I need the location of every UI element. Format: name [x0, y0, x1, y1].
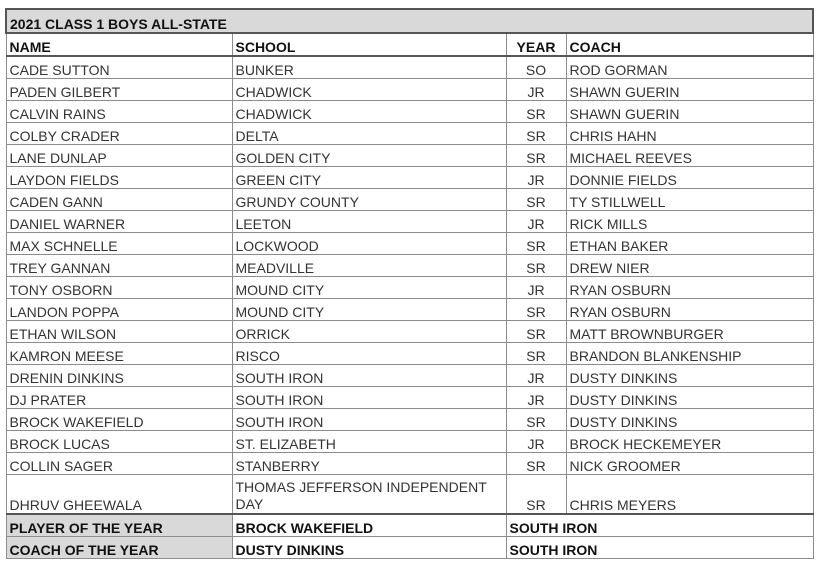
- table-row: [6, 189, 813, 211]
- table-row: [6, 475, 813, 515]
- coach-name: SHAWN GUERIN: [566, 79, 813, 101]
- player-name: TONY OSBORN: [6, 277, 232, 299]
- school-name: GRUNDY COUNTY: [232, 189, 506, 211]
- school-name: SOUTH IRON: [232, 365, 506, 387]
- school-name: GOLDEN CITY: [232, 145, 506, 167]
- all-state-table: [5, 8, 814, 559]
- player-year: SR: [506, 123, 566, 145]
- award-winner: DUSTY DINKINS: [232, 537, 506, 559]
- coach-name: MATT BROWNBURGER: [566, 321, 813, 343]
- player-name: MAX SCHNELLE: [6, 233, 232, 255]
- player-year: JR: [506, 79, 566, 101]
- table-row: [6, 387, 813, 409]
- table-row: [6, 56, 813, 79]
- school-name: STANBERRY: [232, 453, 506, 475]
- award-row: [6, 537, 813, 559]
- coach-name: BROCK HECKEMEYER: [566, 431, 813, 453]
- coach-name: DONNIE FIELDS: [566, 167, 813, 189]
- player-year: JR: [506, 431, 566, 453]
- table-row: [6, 343, 813, 365]
- school-name: MEADVILLE: [232, 255, 506, 277]
- player-name: ETHAN WILSON: [6, 321, 232, 343]
- table-row: [6, 409, 813, 431]
- player-name: DANIEL WARNER: [6, 211, 232, 233]
- table-row: [6, 167, 813, 189]
- player-name: DJ PRATER: [6, 387, 232, 409]
- table-row: [6, 365, 813, 387]
- player-name: LANDON POPPA: [6, 299, 232, 321]
- player-name: CADEN GANN: [6, 189, 232, 211]
- coach-name: CHRIS MEYERS: [566, 475, 813, 515]
- player-year: JR: [506, 211, 566, 233]
- player-year: SR: [506, 189, 566, 211]
- player-year: SR: [506, 299, 566, 321]
- table-row: [6, 321, 813, 343]
- coach-name: NICK GROOMER: [566, 453, 813, 475]
- coach-name: RYAN OSBURN: [566, 299, 813, 321]
- table-row: [6, 123, 813, 145]
- player-year: SR: [506, 321, 566, 343]
- school-name: SOUTH IRON: [232, 409, 506, 431]
- player-name: CALVIN RAINS: [6, 101, 232, 123]
- coach-name: DUSTY DINKINS: [566, 387, 813, 409]
- player-year: SO: [506, 56, 566, 79]
- player-year: SR: [506, 409, 566, 431]
- table-row: [6, 431, 813, 453]
- header-row: [6, 33, 813, 56]
- school-name: RISCO: [232, 343, 506, 365]
- header-name: NAME: [6, 33, 232, 56]
- school-name: LOCKWOOD: [232, 233, 506, 255]
- award-label: COACH OF THE YEAR: [6, 537, 232, 559]
- school-name: GREEN CITY: [232, 167, 506, 189]
- coach-name: RICK MILLS: [566, 211, 813, 233]
- school-name: MOUND CITY: [232, 277, 506, 299]
- coach-name: ETHAN BAKER: [566, 233, 813, 255]
- player-year: SR: [506, 145, 566, 167]
- player-name: COLLIN SAGER: [6, 453, 232, 475]
- school-name: SOUTH IRON: [232, 387, 506, 409]
- player-year: JR: [506, 365, 566, 387]
- player-year: JR: [506, 277, 566, 299]
- school-name: ORRICK: [232, 321, 506, 343]
- player-year: JR: [506, 387, 566, 409]
- school-name: MOUND CITY: [232, 299, 506, 321]
- player-year: SR: [506, 453, 566, 475]
- player-year: SR: [506, 101, 566, 123]
- table-row: [6, 277, 813, 299]
- table-row: [6, 299, 813, 321]
- player-year: SR: [506, 475, 566, 515]
- title-row: [6, 9, 813, 33]
- coach-name: DUSTY DINKINS: [566, 365, 813, 387]
- school-name: CHADWICK: [232, 79, 506, 101]
- coach-name: BRANDON BLANKENSHIP: [566, 343, 813, 365]
- player-year: SR: [506, 233, 566, 255]
- player-year: SR: [506, 255, 566, 277]
- coach-name: CHRIS HAHN: [566, 123, 813, 145]
- coach-name: RYAN OSBURN: [566, 277, 813, 299]
- table-row: [6, 101, 813, 123]
- player-name: TREY GANNAN: [6, 255, 232, 277]
- school-name: DELTA: [232, 123, 506, 145]
- player-name: LAYDON FIELDS: [6, 167, 232, 189]
- player-name: CADE SUTTON: [6, 56, 232, 79]
- award-row: [6, 514, 813, 537]
- player-name: BROCK LUCAS: [6, 431, 232, 453]
- player-year: SR: [506, 343, 566, 365]
- coach-name: MICHAEL REEVES: [566, 145, 813, 167]
- table-row: [6, 233, 813, 255]
- school-name: THOMAS JEFFERSON INDEPENDENT DAY: [232, 475, 506, 515]
- table-row: [6, 79, 813, 101]
- player-name: PADEN GILBERT: [6, 79, 232, 101]
- header-school: SCHOOL: [232, 33, 506, 56]
- player-year: JR: [506, 167, 566, 189]
- header-coach: COACH: [566, 33, 813, 56]
- table-row: [6, 145, 813, 167]
- table-row: [6, 211, 813, 233]
- player-name: BROCK WAKEFIELD: [6, 409, 232, 431]
- player-name: LANE DUNLAP: [6, 145, 232, 167]
- player-name: COLBY CRADER: [6, 123, 232, 145]
- award-label: PLAYER OF THE YEAR: [6, 514, 232, 537]
- table-title: 2021 CLASS 1 BOYS ALL-STATE: [6, 9, 813, 33]
- coach-name: DREW NIER: [566, 255, 813, 277]
- school-name: LEETON: [232, 211, 506, 233]
- school-name: BUNKER: [232, 56, 506, 79]
- table-row: [6, 453, 813, 475]
- header-year: YEAR: [506, 33, 566, 56]
- school-name: ST. ELIZABETH: [232, 431, 506, 453]
- coach-name: ROD GORMAN: [566, 56, 813, 79]
- coach-name: TY STILLWELL: [566, 189, 813, 211]
- school-name: CHADWICK: [232, 101, 506, 123]
- coach-name: DUSTY DINKINS: [566, 409, 813, 431]
- award-winner: BROCK WAKEFIELD: [232, 514, 506, 537]
- player-name: DRENIN DINKINS: [6, 365, 232, 387]
- award-school: SOUTH IRON: [506, 514, 813, 537]
- player-name: KAMRON MEESE: [6, 343, 232, 365]
- table-row: [6, 255, 813, 277]
- player-name: DHRUV GHEEWALA: [6, 475, 232, 515]
- coach-name: SHAWN GUERIN: [566, 101, 813, 123]
- award-school: SOUTH IRON: [506, 537, 813, 559]
